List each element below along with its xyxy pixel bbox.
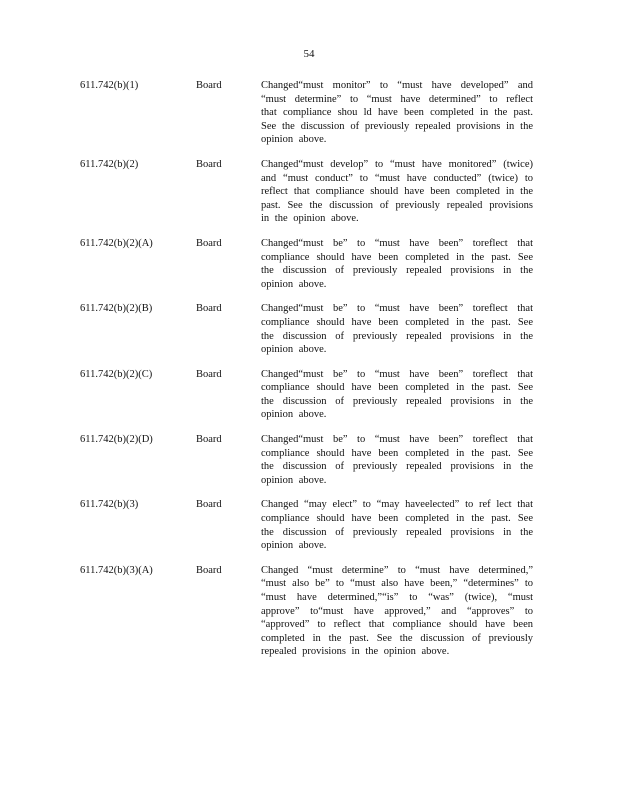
source-label: Board — [196, 434, 222, 446]
change-description: Changed“must be” to “must have been” toreflect that compliance should have been completed in the past. See the discussion of previously repealed provisions in the opinion above. — [261, 237, 533, 290]
table-row — [80, 498, 540, 552]
change-description: Changed “must determine” to “must have determined,” “must also be” to “must also have been,” “determines” to “must have determined,”“is” to “was” (twice), “must approve” to“must have approved,” and “approves” to “approved” to reflect that compliance should have been completed in the past. See the discussion of previously repealed provisions in the opinion above. — [261, 564, 533, 658]
section-citation: 611.742(b)(1) — [80, 80, 139, 91]
table-row — [80, 158, 540, 226]
amendments-table — [80, 79, 540, 670]
section-citation: 611.742(b)(3) — [80, 499, 139, 511]
source-label: Board — [196, 499, 222, 511]
table-row — [80, 79, 540, 147]
source-label: Board — [196, 158, 222, 170]
change-description: Changed“must be” to “must have been” toreflect that compliance should have been completed in the past. See the discussion of previously repealed provisions in the opinion above. — [261, 434, 533, 486]
section-citation: 611.742(b)(2) — [80, 158, 139, 170]
section-citation: 611.742(b)(2)(D) — [80, 434, 153, 446]
change-description: Changed“must be” to “must have been” toreflect that compliance should have been completed in the past. See the discussion of previously repealed provisions in the opinion above. — [261, 368, 533, 421]
change-description: Changed“must develop” to “must have monitored” (twice) and “must conduct” to “must have conducted” (twice) to reflect that compliance should have been completed in the past. See the discussion of previously repealed provisions in the opinion above. — [261, 158, 533, 225]
section-citation: 611.742(b)(2)(A) — [80, 237, 153, 249]
section-citation: 611.742(b)(2)(B) — [80, 303, 153, 315]
change-description: Changed“must monitor” to “must have developed” and “must determine” to “must have determined” to reflect that compliance shou ld have been completed in the past. See the discussion of previously repealed provisions in the opinion above. — [261, 80, 533, 146]
table-row — [80, 564, 540, 659]
source-label: Board — [196, 368, 222, 380]
section-citation: 611.742(b)(2)(C) — [80, 368, 153, 380]
table-row — [80, 433, 540, 487]
change-description: Changed “may elect” to “may haveelected” to ref lect that compliance should have been completed in the past. See the discussion of previously repealed provisions in the opinion above. — [261, 499, 533, 552]
source-label: Board — [196, 80, 222, 91]
change-description: Changed“must be” to “must have been” toreflect that compliance should have been completed in the past. See the discussion of previously repealed provisions in the opinion above. — [261, 303, 533, 356]
section-citation: 611.742(b)(3)(A) — [80, 564, 153, 576]
page-number: 54 — [303, 48, 315, 60]
table-row — [80, 368, 540, 422]
source-label: Board — [196, 564, 222, 576]
table-row — [80, 237, 540, 291]
source-label: Board — [196, 237, 222, 249]
table-row — [80, 302, 540, 356]
source-label: Board — [196, 303, 222, 315]
